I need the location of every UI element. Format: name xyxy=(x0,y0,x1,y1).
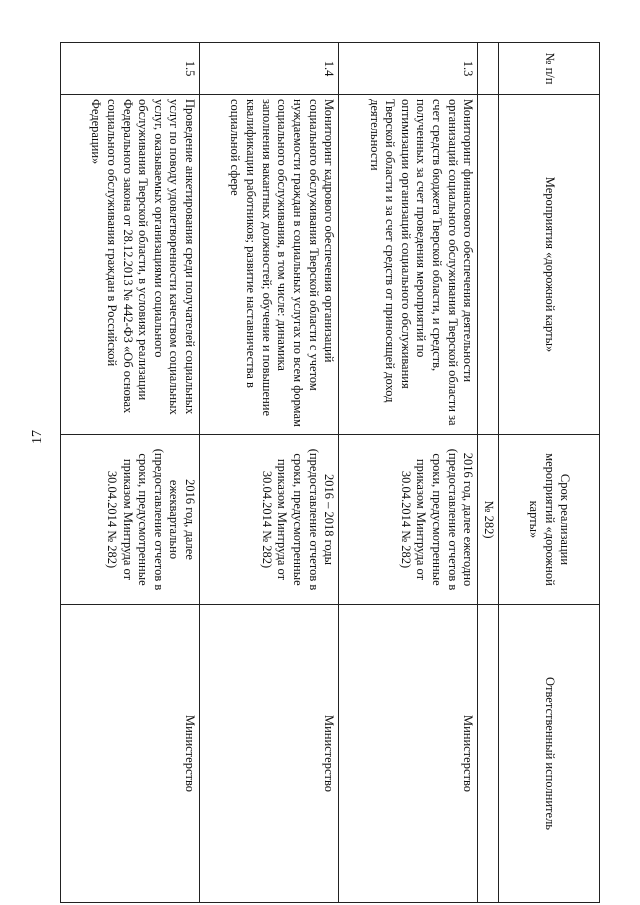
header-responsible: Ответственный исполнитель xyxy=(499,605,600,903)
page-number: 17 xyxy=(30,430,45,444)
header-num: № п/п xyxy=(499,43,600,95)
header-activity: Мероприятия «дорожной карты» xyxy=(499,95,600,435)
table-blank-row xyxy=(478,43,499,903)
table-row xyxy=(339,43,478,903)
row-activity: Проведение анкетирования среди получателей социальных услуг по поводу удовлетворенности качеством социальных услуг, оказываемых организациями социального обслуживания Тверской области, в условиях реализации Федерального закона от 28.12.2013 № 442-ФЗ «Об основах социального обслуживания граждан в Российской Федерации» xyxy=(61,95,200,435)
row-responsible: Министерство xyxy=(200,605,339,903)
row-responsible: Министерство xyxy=(339,605,478,903)
row-num: 1.3 xyxy=(339,43,478,95)
table-row xyxy=(200,43,339,903)
header-fragment: № 282) xyxy=(478,435,499,605)
row-responsible: Министерство xyxy=(61,605,200,903)
rotated-table-frame xyxy=(60,42,600,902)
row-term: 2016 год, далее ежеквартально (предоставление отчетов в сроки, предусмотренные приказом Минтруда от 30.04.2014 № 282) xyxy=(61,435,200,605)
row-activity: Мониторинг финансового обеспечения деятельности организаций социального обслуживания Тверской области за счет средств бюджета Тверской области, и средств, полученных за счет проведения мероприятий по оптимизации организаций социального обслуживания Тверской области и за счет средств от приносящей доход деятельности xyxy=(339,95,478,435)
table-row xyxy=(61,43,200,903)
row-activity: Мониторинг кадрового обеспечения организаций социального обслуживания Тверской области с учетом нуждаемости граждан в социальных услугах по всем формам социального обслуживания, в том числе: динамика заполнения вакантных должностей; обучение и повышение квалификации работников; развитие наставничества в социальной сфере xyxy=(200,95,339,435)
row-term: 2016 год, далее ежегодно (предоставление отчетов в сроки, предусмотренные приказом Минтруда от 30.04.2014 № 282) xyxy=(339,435,478,605)
roadmap-table xyxy=(60,42,600,903)
row-term: 2016 – 2018 годы (предоставление отчетов в сроки, предусмотренные приказом Минтруда от 30.04.2014 № 282) xyxy=(200,435,339,605)
row-num: 1.4 xyxy=(200,43,339,95)
table-header-row xyxy=(499,43,600,903)
row-num: 1.5 xyxy=(61,43,200,95)
header-term: Срок реализации мероприятий «дорожной карты» xyxy=(499,435,600,605)
